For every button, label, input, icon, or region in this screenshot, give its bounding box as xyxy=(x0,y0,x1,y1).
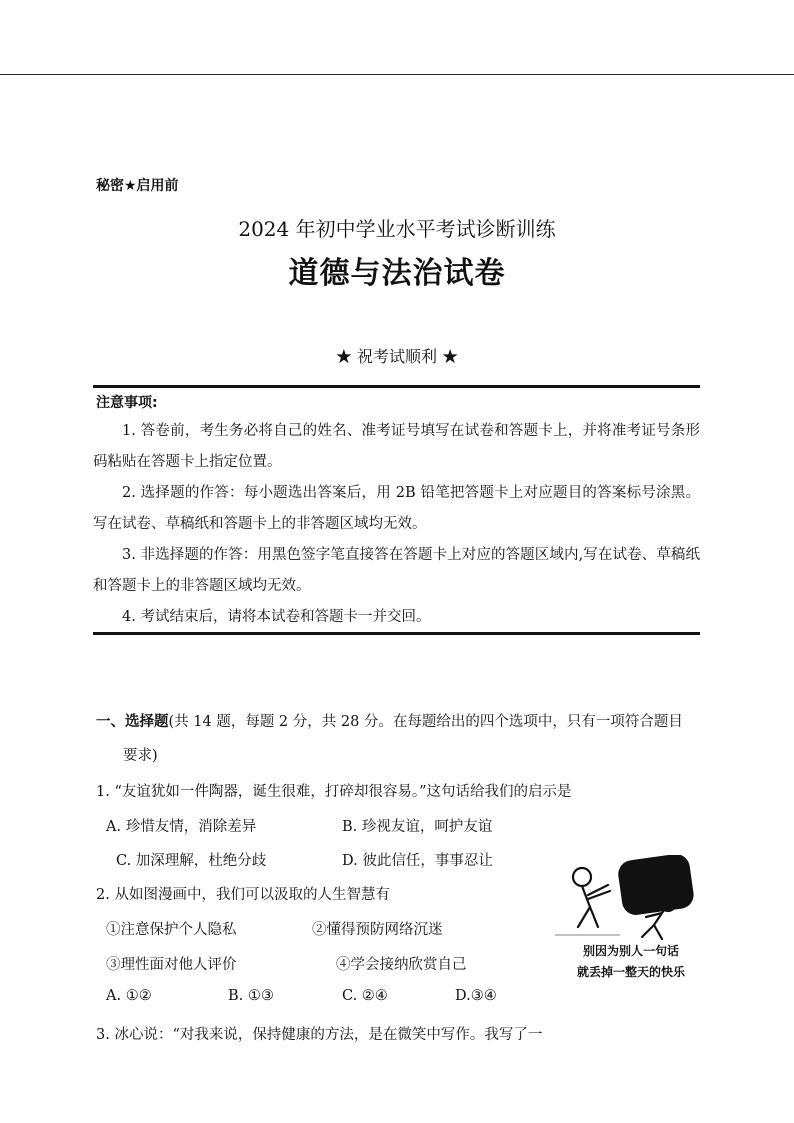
q2-option-b: B. ①③ xyxy=(228,988,274,1004)
divider-bottom xyxy=(93,632,700,635)
q2-statement-4: ④学会接纳欣赏自己 xyxy=(336,957,467,973)
notice-item: 1. 答卷前，考生务必将自己的姓名、准考证号填写在试卷和答题卡上，并将准考证号条形码粘贴在答题卡上指定位置。 xyxy=(93,423,700,470)
section-description: (共 14 题，每题 2 分，共 28 分。在每题给出的四个选项中，只有一项符合题目 xyxy=(168,714,683,730)
q2-statement-2: ②懂得预防网络沉迷 xyxy=(312,922,443,938)
notice-item: 4. 考试结束后，请将本试卷和答题卡一并交回。 xyxy=(122,609,431,625)
exam-title: 2024 年初中学业水平考试诊断训练 xyxy=(238,217,556,241)
q1-option-b: B. 珍视友谊，呵护友谊 xyxy=(342,819,493,835)
notice-list xyxy=(93,416,700,633)
q2-statement-3: ③理性面对他人评价 xyxy=(106,957,237,973)
comic-caption-line-2: 就丢掉一整天的快乐 xyxy=(576,965,685,979)
q2-option-c: C. ②④ xyxy=(342,988,388,1004)
notice-item: 2. 选择题的作答：每小题选出答案后，用 2B 铅笔把答题卡上对应题目的答案标号涂黑。写在试卷、草稿纸和答题卡上的非答题区域均无效。 xyxy=(93,485,700,532)
question-1-stem: 1. “友谊犹如一件陶器，诞生很难，打碎却很容易。”这句话给我们的启示是 xyxy=(96,784,572,800)
q1-option-d: D. 彼此信任，事事忍让 xyxy=(342,853,493,869)
notice-item: 3. 非选择题的作答：用黑色签字笔直接答在答题卡上对应的答题区域内,写在试卷、草稿纸和答题卡上的非答题区域均无效。 xyxy=(93,547,700,594)
question-2-stem: 2. 从如图漫画中，我们可以汲取的人生智慧有 xyxy=(96,887,390,903)
subject-title: 道德与法治试卷 xyxy=(288,256,506,291)
question-3-stem: 3. 冰心说：“对我来说，保持健康的方法，是在微笑中写作。我写了一 xyxy=(96,1027,543,1043)
secret-label: 秘密★启用前 xyxy=(96,178,179,194)
section-heading xyxy=(96,710,683,731)
q1-option-c: C. 加深理解，杜绝分歧 xyxy=(116,853,267,869)
q2-option-a: A. ①② xyxy=(106,988,152,1004)
section-description-cont: 要求) xyxy=(123,748,158,764)
divider-top xyxy=(93,385,700,388)
top-border-line xyxy=(0,74,794,75)
good-luck-line: ★ 祝考试顺利 ★ xyxy=(335,347,459,366)
notice-heading: 注意事项: xyxy=(96,395,158,411)
q1-option-a: A. 珍惜友情，消除差异 xyxy=(106,819,257,835)
section-label: 一、选择题 xyxy=(96,714,169,730)
comic-caption-line-1: 别因为别人一句话 xyxy=(582,944,679,958)
q2-statement-1: ①注意保护个人隐私 xyxy=(106,922,237,938)
q2-option-d: D.③④ xyxy=(455,988,497,1004)
